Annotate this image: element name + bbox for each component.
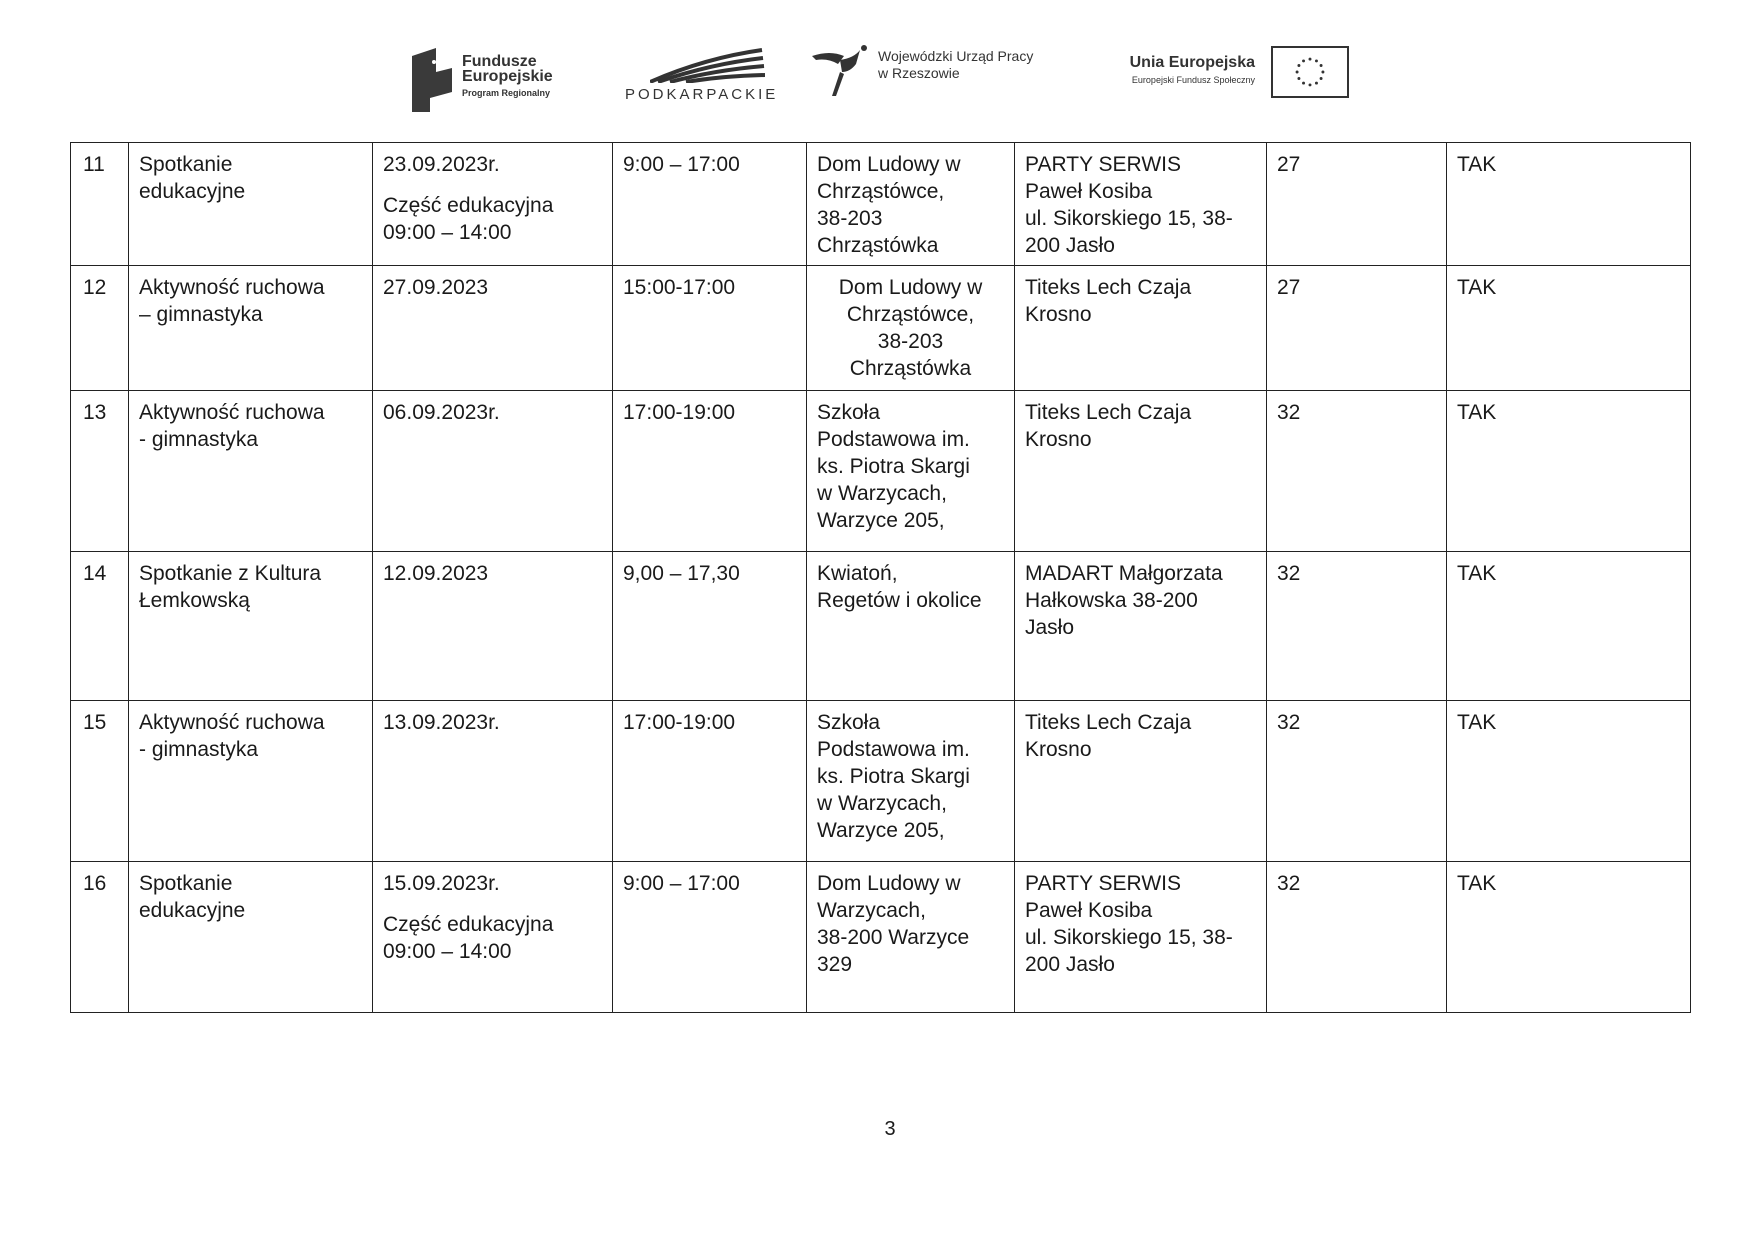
event-name-line: - gimnastyka [139, 738, 259, 761]
event-date-cell [373, 266, 613, 390]
unia-europejska-logo [1085, 46, 1355, 106]
event-date-cell [373, 552, 613, 700]
participant-count: 32 [1267, 862, 1447, 1012]
confirmation-flag: TAK [1447, 701, 1691, 861]
event-vendor-line: PARTY SERWIS [1025, 153, 1181, 176]
event-vendor-cell [1015, 391, 1267, 551]
event-vendor-line: Paweł Kosiba [1025, 899, 1153, 922]
event-date-note-line: 09:00 – 14:00 [383, 221, 512, 244]
event-vendor-line: 200 Jasło [1025, 234, 1115, 257]
event-vendor-line: Titeks Lech Czaja [1025, 401, 1192, 424]
row-number: 13 [71, 391, 129, 551]
event-place-line: ks. Piotra Skargi [817, 455, 970, 478]
participant-count: 32 [1267, 701, 1447, 861]
event-date-cell [373, 701, 613, 861]
row-number: 16 [71, 862, 129, 1012]
participant-count: 32 [1267, 552, 1447, 700]
event-place-line: 38-203 [817, 207, 883, 230]
table-row [71, 701, 1691, 862]
row-number: 15 [71, 701, 129, 861]
event-vendor-line: MADART Małgorzata [1025, 562, 1223, 585]
logo1-line2: Europejskie [462, 68, 553, 85]
event-vendor-line: Krosno [1025, 303, 1092, 326]
event-place-line: Szkoła [817, 401, 881, 424]
event-place-line: 329 [817, 953, 853, 976]
event-name-line: – gimnastyka [139, 303, 263, 326]
event-vendor-cell [1015, 266, 1267, 390]
wup-logo [810, 40, 1070, 100]
event-vendor-line: Titeks Lech Czaja [1025, 711, 1192, 734]
event-date-cell [373, 862, 613, 1012]
podkarpackie-logo [625, 48, 785, 108]
event-vendor-cell [1015, 143, 1267, 265]
event-vendor-line: ul. Sikorskiego 15, 38- [1025, 926, 1233, 949]
event-name-cell [129, 143, 373, 265]
event-name-line: Łemkowską [139, 589, 250, 612]
event-vendor-cell [1015, 552, 1267, 700]
event-date-note [383, 911, 602, 965]
event-place-line: Dom Ludowy w [817, 872, 961, 895]
event-vendor-line: Paweł Kosiba [1025, 180, 1153, 203]
event-place-cell [807, 391, 1015, 551]
row-number: 12 [71, 266, 129, 390]
confirmation-flag: TAK [1447, 143, 1691, 265]
logo2-text: PODKARPACKIE [625, 86, 779, 103]
event-name-line: Spotkanie [139, 872, 233, 895]
event-place-line: 38-203 [877, 330, 944, 353]
event-place-line: Chrząstówka [817, 234, 939, 257]
event-date: 13.09.2023r. [383, 711, 500, 734]
fundusze-europejskie-icon [410, 46, 454, 114]
event-place-line: Chrząstówce, [817, 180, 945, 203]
confirmation-flag: TAK [1447, 862, 1691, 1012]
event-place-cell [807, 701, 1015, 861]
event-time: 17:00-19:00 [613, 701, 807, 861]
event-date-cell [373, 391, 613, 551]
event-vendor-line: ul. Sikorskiego 15, 38- [1025, 207, 1233, 230]
event-name-cell [129, 701, 373, 861]
event-place-line: 38-200 Warzyce [817, 926, 970, 949]
fundusze-europejskie-logo [410, 46, 590, 116]
event-place-line: Chrząstówce, [846, 303, 975, 326]
confirmation-flag: TAK [1447, 391, 1691, 551]
table-row [71, 143, 1691, 266]
event-date: 27.09.2023 [383, 276, 489, 299]
event-vendor-line: Hałkowska 38-200 [1025, 589, 1198, 612]
event-name-line: Aktywność ruchowa [139, 401, 325, 424]
event-place-line: Podstawowa im. [817, 738, 970, 761]
event-date: 23.09.2023r. [383, 153, 500, 176]
logo3-line1: Wojewódzki Urząd Pracy [878, 48, 1034, 64]
header-logos [0, 40, 1754, 120]
event-place-line: w Warzycach, [817, 482, 947, 505]
podkarpackie-wave-icon [650, 48, 765, 83]
event-date-note-line: Część edukacyjna [383, 913, 554, 936]
event-name-cell [129, 552, 373, 700]
event-date: 06.09.2023r. [383, 401, 500, 424]
event-place-line: Dom Ludowy w [817, 153, 961, 176]
logo4-line2: Europejski Fundusz Społeczny [1131, 75, 1255, 85]
event-name-line: edukacyjne [139, 180, 246, 203]
event-date: 12.09.2023 [383, 562, 489, 585]
event-name-line: Aktywność ruchowa [139, 711, 325, 734]
event-place-cell [807, 862, 1015, 1012]
event-time: 9:00 – 17:00 [613, 143, 807, 265]
event-date-note-line: 09:00 – 14:00 [383, 940, 512, 963]
table-row [71, 862, 1691, 1013]
event-vendor-line: Jasło [1025, 616, 1075, 639]
event-time: 9,00 – 17,30 [613, 552, 807, 700]
row-number: 11 [71, 143, 129, 265]
row-number: 14 [71, 552, 129, 700]
table-row [71, 266, 1691, 391]
event-place-line: Warzycach, [817, 899, 926, 922]
event-place-line: ks. Piotra Skargi [817, 765, 970, 788]
event-place-line: Chrząstówka [849, 357, 972, 380]
event-date-note [383, 192, 602, 246]
event-vendor-cell [1015, 862, 1267, 1012]
event-name-line: edukacyjne [139, 899, 246, 922]
participant-count: 27 [1267, 266, 1447, 390]
event-vendor-cell [1015, 701, 1267, 861]
event-name-cell [129, 862, 373, 1012]
event-time: 9:00 – 17:00 [613, 862, 807, 1012]
event-vendor-line: Krosno [1025, 428, 1092, 451]
event-name-cell [129, 391, 373, 551]
event-place-line: Dom Ludowy w [838, 276, 983, 299]
event-place-cell [807, 266, 1015, 390]
event-place-cell [807, 552, 1015, 700]
confirmation-flag: TAK [1447, 266, 1691, 390]
logo4-line1: Unia Europejska [1129, 54, 1255, 71]
event-place-line: Podstawowa im. [817, 428, 970, 451]
event-place-line: Warzyce 205, [817, 819, 945, 842]
event-place-cell [807, 143, 1015, 265]
event-vendor-line: 200 Jasło [1025, 953, 1115, 976]
logo3-line2: w Rzeszowie [878, 65, 960, 81]
table-row [71, 552, 1691, 701]
event-place-line: Szkoła [817, 711, 881, 734]
event-name-line: - gimnastyka [139, 428, 259, 451]
event-name-cell [129, 266, 373, 390]
page-number: 3 [884, 1118, 896, 1140]
event-vendor-line: PARTY SERWIS [1025, 872, 1181, 895]
event-date-note-line: Część edukacyjna [383, 194, 554, 217]
event-time: 15:00-17:00 [613, 266, 807, 390]
event-place-line: w Warzycach, [817, 792, 947, 815]
participant-count: 27 [1267, 143, 1447, 265]
events-table [70, 142, 1691, 1013]
table-row [71, 391, 1691, 552]
participant-count: 32 [1267, 391, 1447, 551]
event-name-line: Spotkanie z Kultura [139, 562, 322, 585]
eu-flag-icon [1271, 46, 1349, 98]
event-time: 17:00-19:00 [613, 391, 807, 551]
logo1-line3: Program Regionalny [462, 88, 551, 98]
event-place-line: Kwiatoń, [817, 562, 898, 585]
event-place-line: Regetów i okolice [817, 589, 982, 612]
event-name-line: Aktywność ruchowa [139, 276, 325, 299]
event-date-cell [373, 143, 613, 265]
event-place-line: Warzyce 205, [817, 509, 945, 532]
event-date: 15.09.2023r. [383, 872, 500, 895]
logo1-line1: Fundusze [462, 53, 537, 70]
event-vendor-line: Titeks Lech Czaja [1025, 276, 1192, 299]
event-vendor-line: Krosno [1025, 738, 1092, 761]
confirmation-flag: TAK [1447, 552, 1691, 700]
event-name-line: Spotkanie [139, 153, 233, 176]
wup-bird-icon [810, 42, 870, 98]
